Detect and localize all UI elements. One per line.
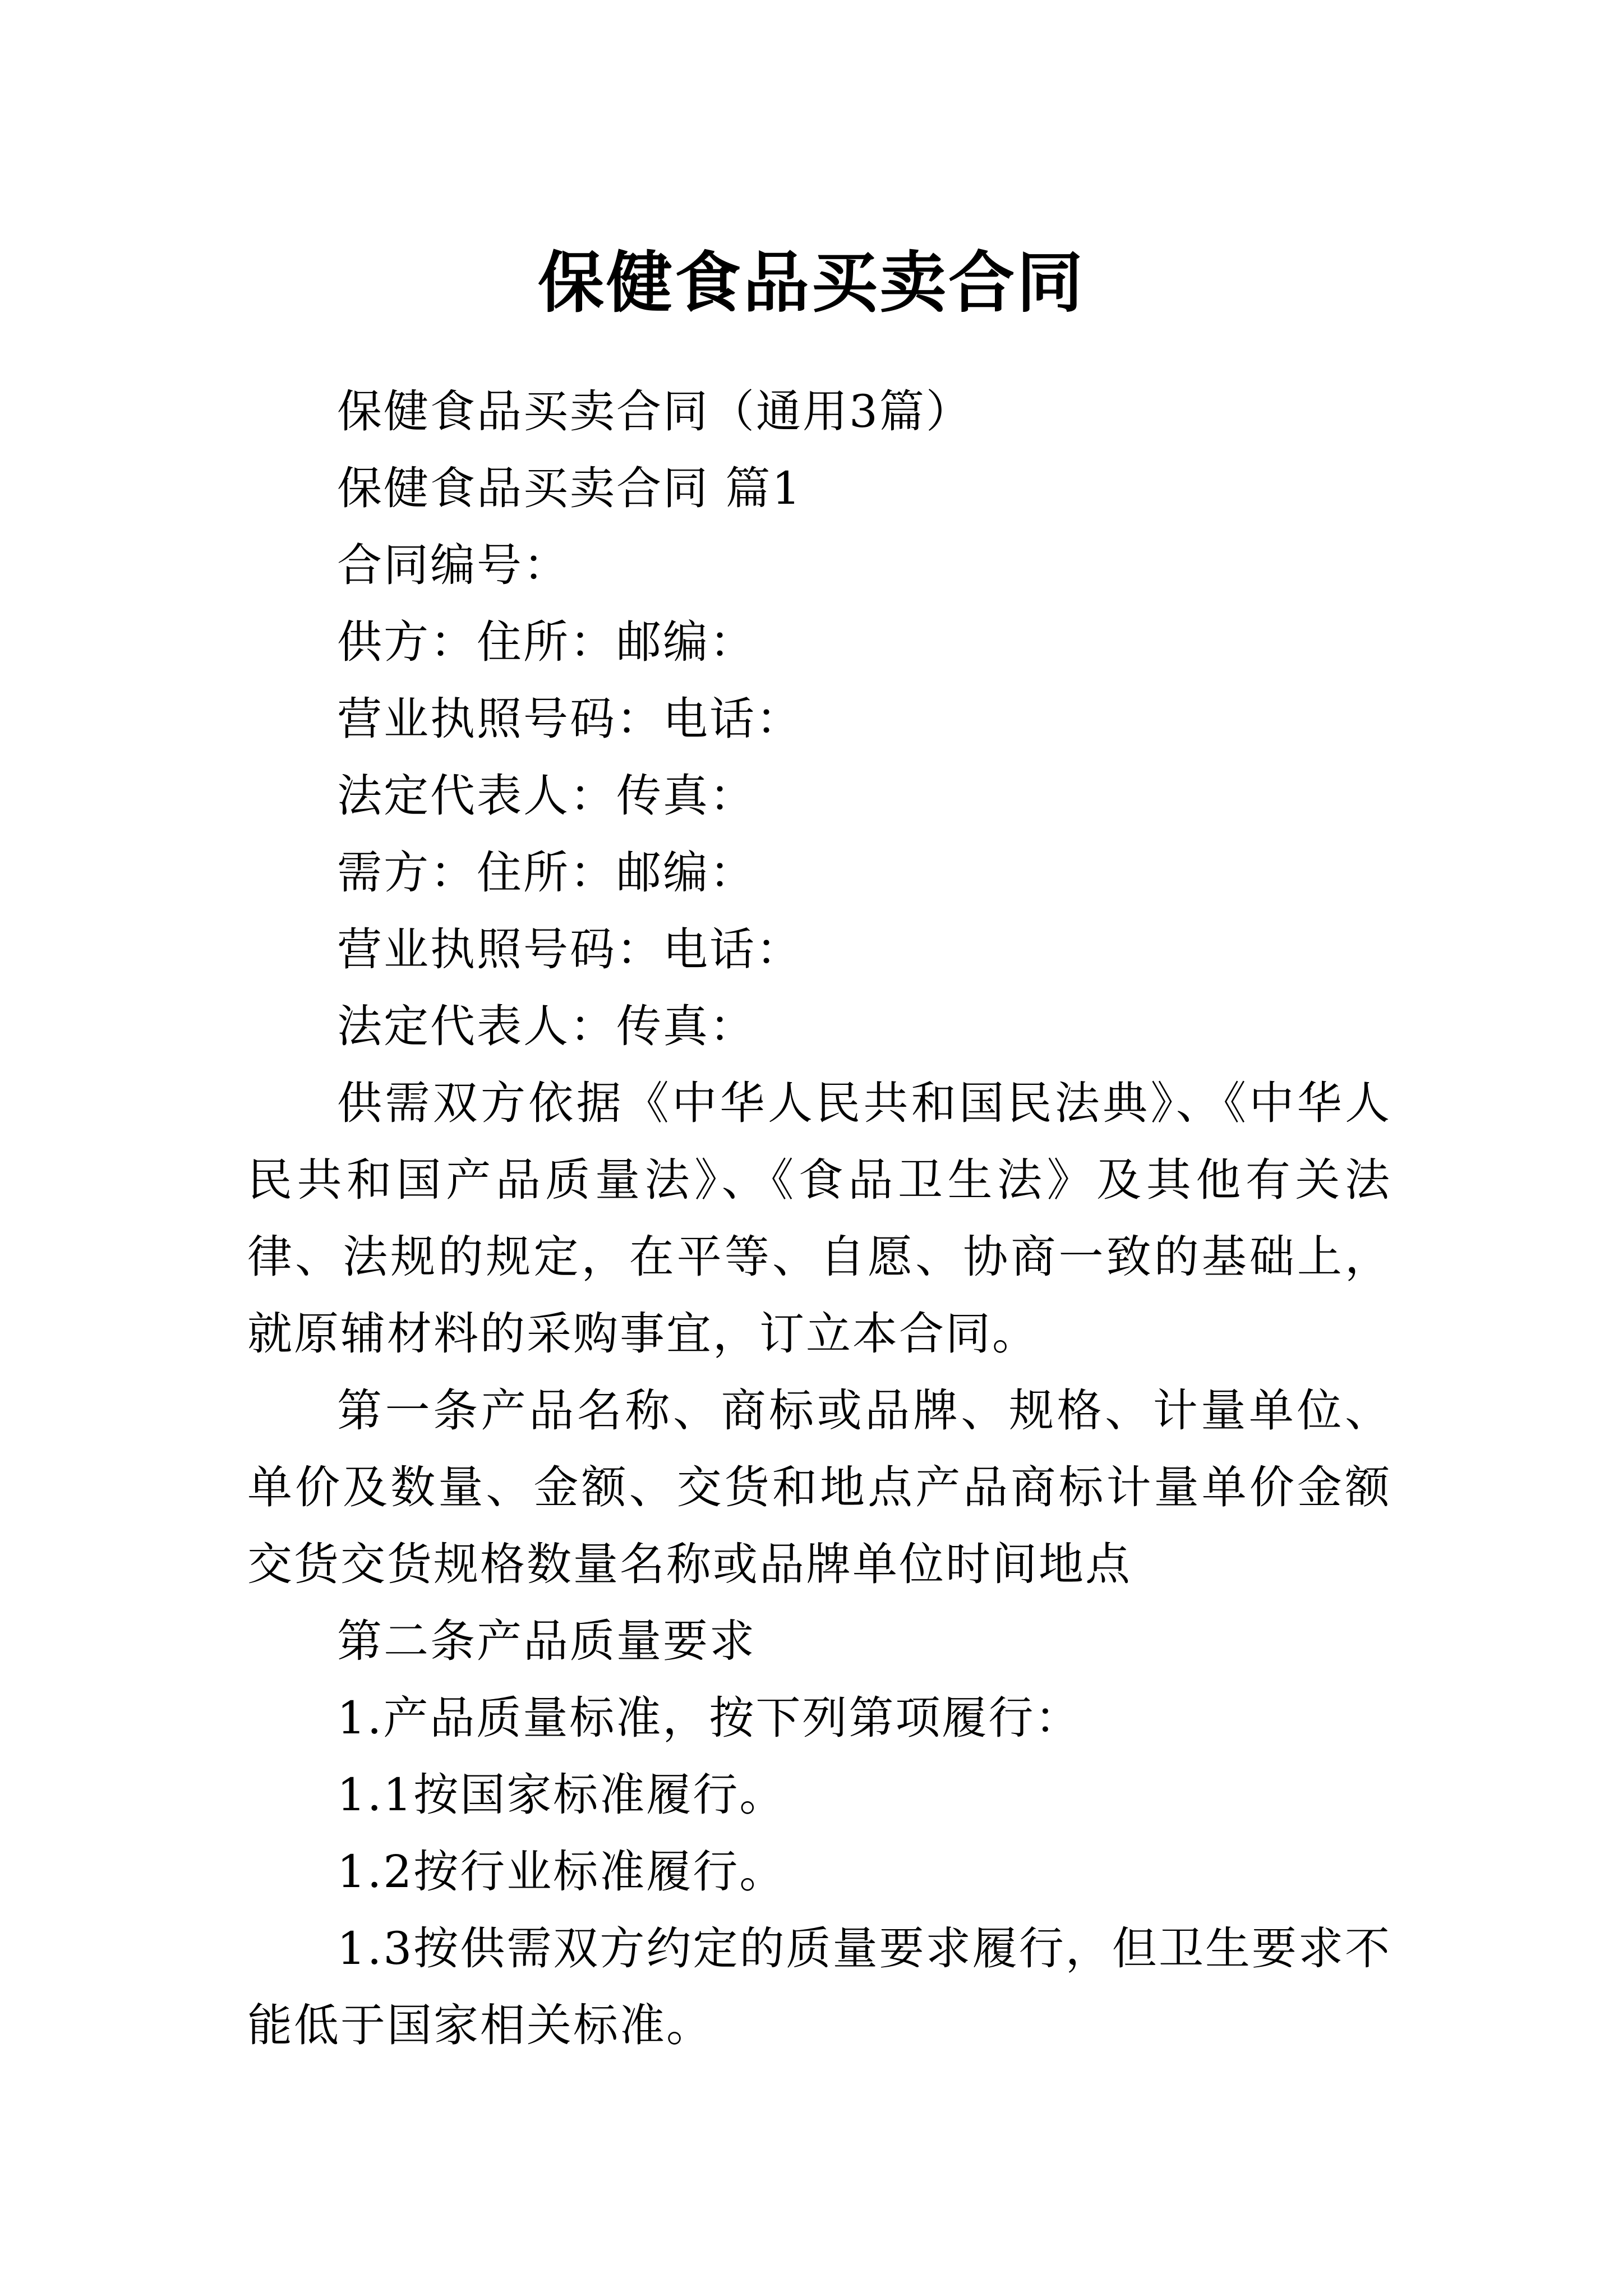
article-one-paragraph: 第一条产品名称、商标或品牌、规格、计量单位、单价及数量、金额、交货和地点产品商标计量单价金额交货交货规格数量名称或品牌单位时间地点 xyxy=(247,1384,1391,1590)
buyer-license-line: 营业执照号码：电话： xyxy=(337,923,803,976)
buyer-representative-line: 法定代表人：传真： xyxy=(337,1000,756,1052)
subtitle-paragraph: 保健食品买卖合同（通用3篇） xyxy=(337,385,972,438)
quality-item-1-1: 1.1按国家标准履行。 xyxy=(337,1769,786,1821)
document-title: 保健食品买卖合同 xyxy=(537,243,1085,322)
document-body xyxy=(247,373,1391,2064)
quality-standard-line: 1.产品质量标准，按下列第项履行： xyxy=(337,1692,1082,1744)
preamble-paragraph: 供需双方依据《中华人民共和国民法典》、《中华人民共和国产品质量法》、《食品卫生法》及其他有关法律、法规的规定，在平等、自愿、协商一致的基础上，就原辅材料的采购事宜，订立本合同。 xyxy=(247,1077,1391,1360)
supplier-license-line: 营业执照号码：电话： xyxy=(337,693,803,745)
section-heading: 保健食品买卖合同 篇1 xyxy=(337,462,803,514)
supplier-address-line: 供方：住所：邮编： xyxy=(337,616,756,668)
quality-item-1-3: 1.3按供需双方约定的质量要求履行，但卫生要求不能低于国家相关标准。 xyxy=(247,1922,1391,2051)
article-two-heading: 第二条产品质量要求 xyxy=(337,1615,756,1667)
contract-number-line: 合同编号： xyxy=(337,539,570,591)
buyer-address-line: 需方：住所：邮编： xyxy=(337,846,756,899)
quality-item-1-2: 1.2按行业标准履行。 xyxy=(337,1846,786,1898)
supplier-representative-line: 法定代表人：传真： xyxy=(337,770,756,822)
